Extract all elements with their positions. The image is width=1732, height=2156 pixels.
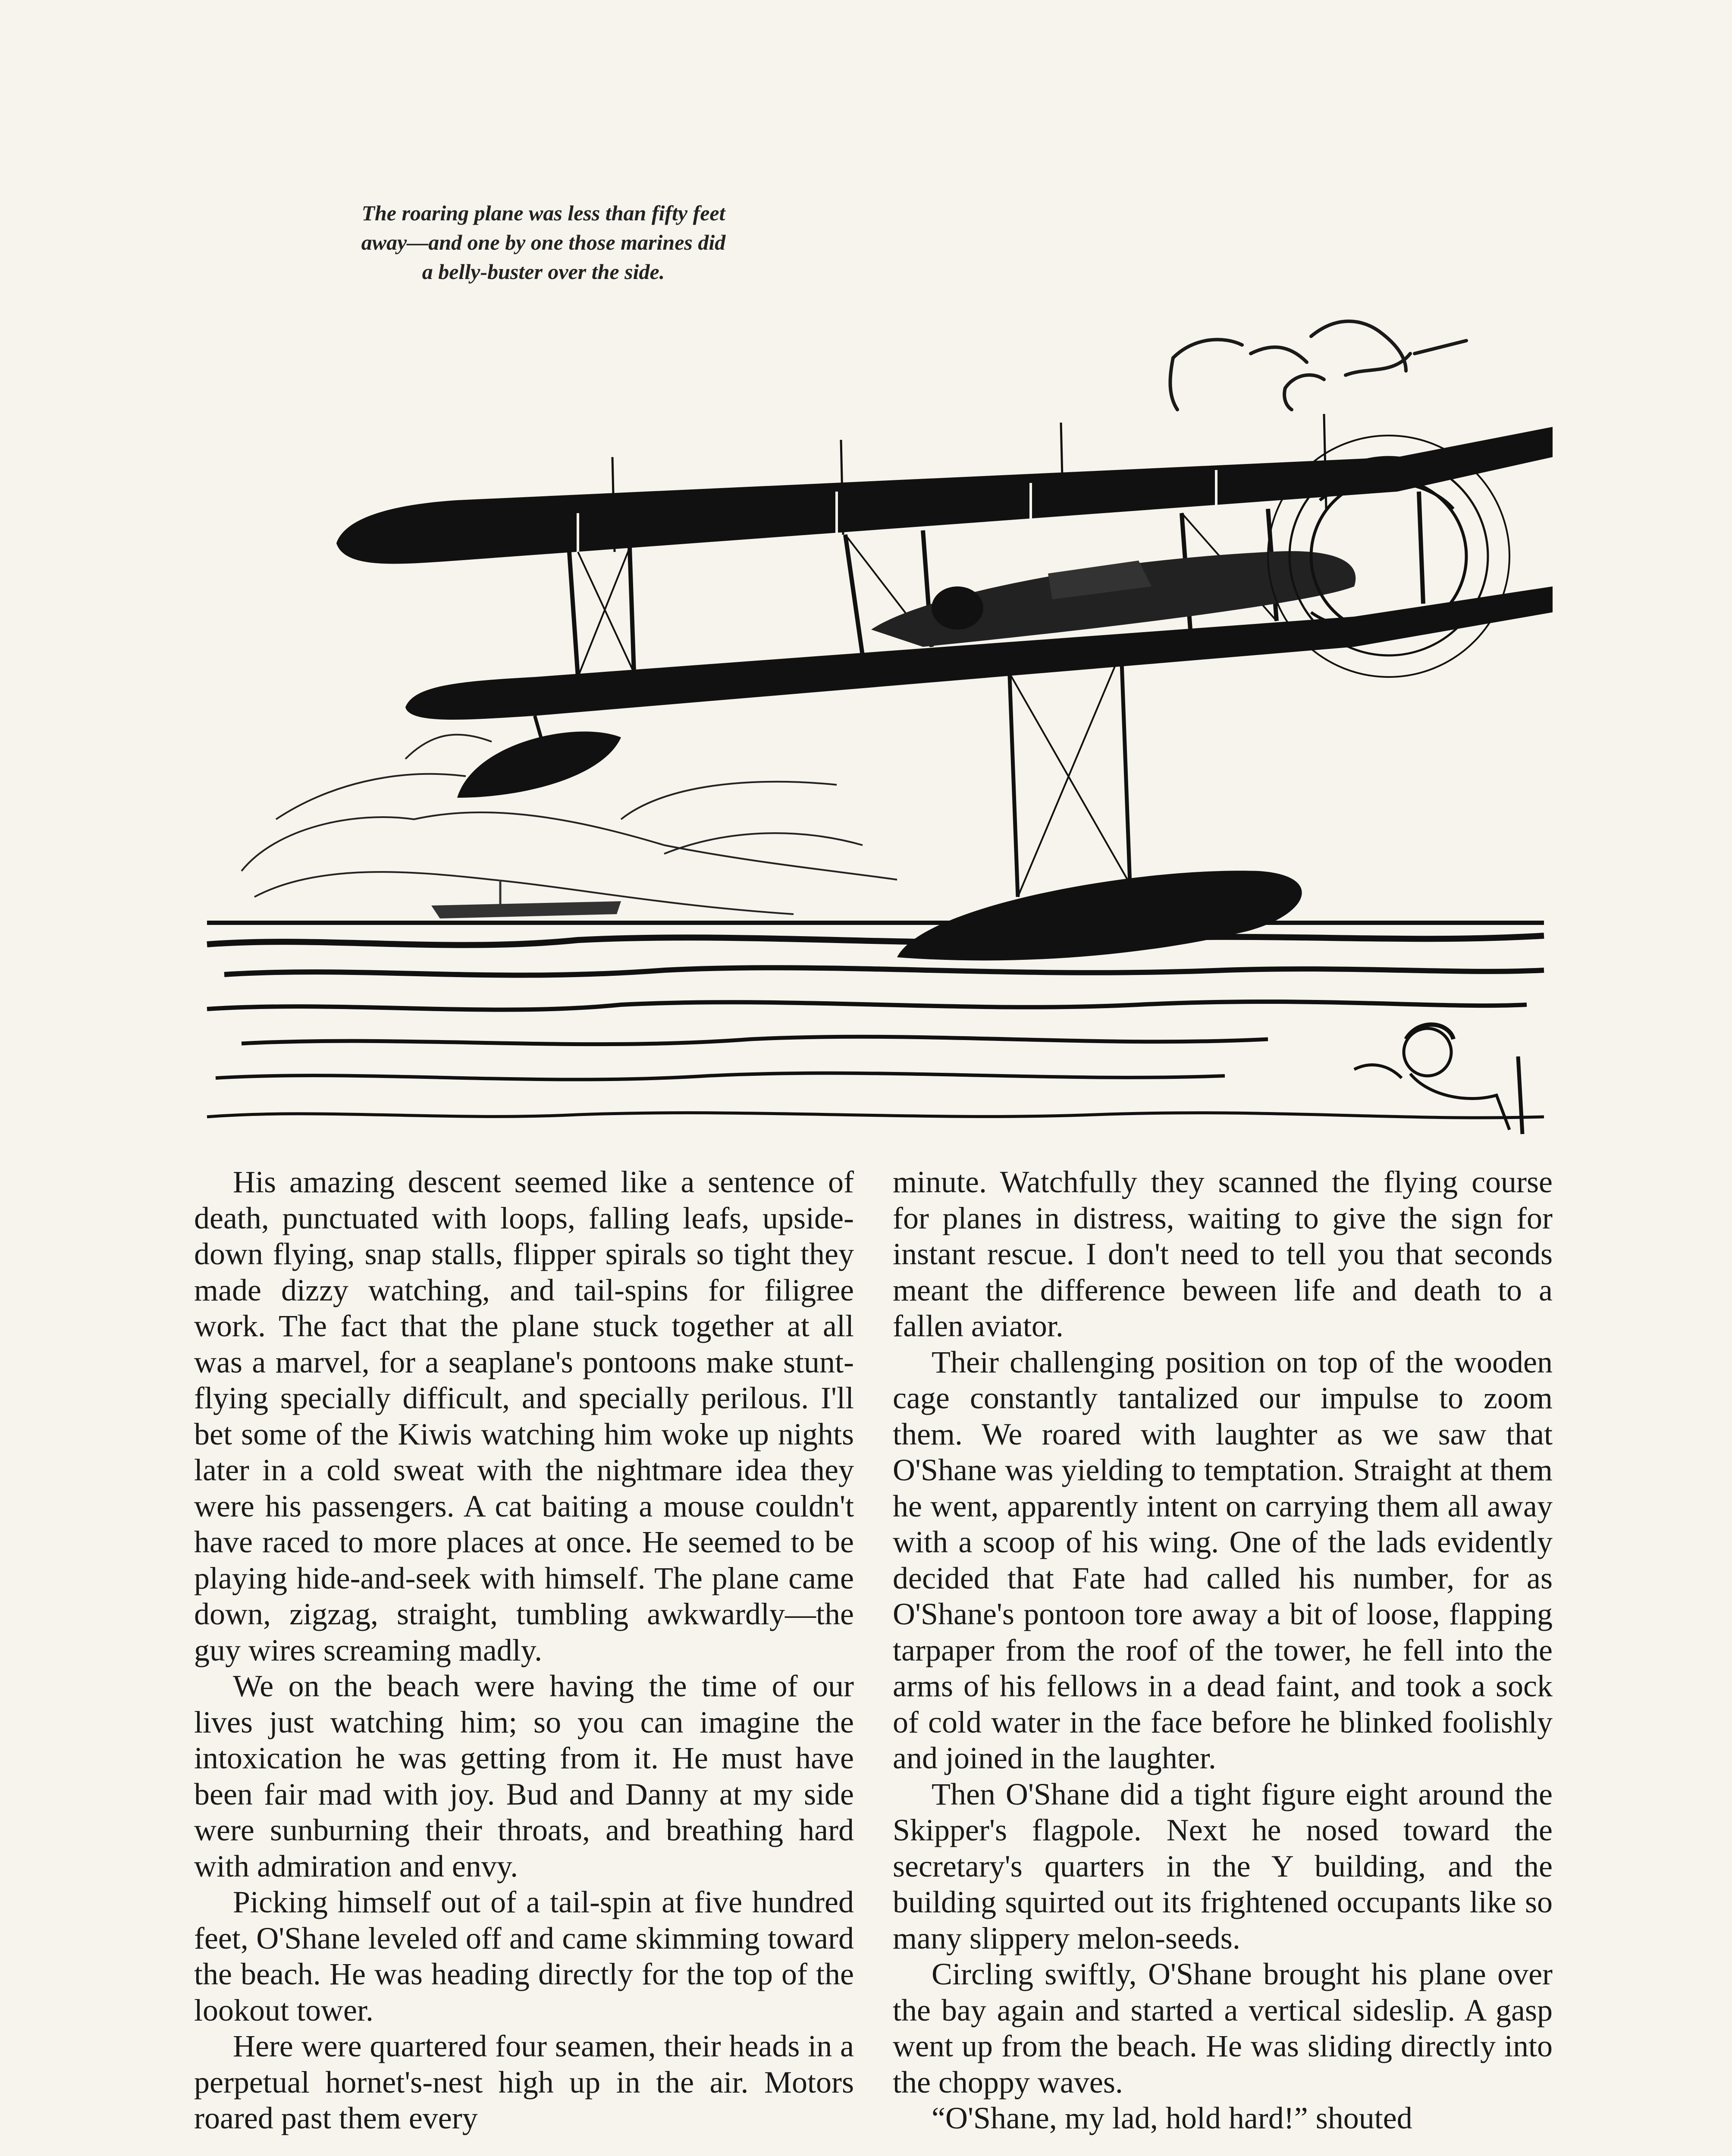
paragraph: “O'Shane, my lad, hold hard!” shouted bbox=[932, 2101, 1412, 2135]
distant-boat bbox=[431, 880, 621, 918]
paragraph: minute. Watchfully they scanned the flying course for planes in distress, waiting to give the sign for instant rescue. I don't need to tell you that seconds meant the difference beween life and death to a fallen aviator. bbox=[893, 1165, 1553, 1343]
seaplane-illustration bbox=[190, 172, 1553, 1164]
text-column-left bbox=[194, 1164, 854, 2137]
paragraph: Then O'Shane did a tight figure eight around the Skipper's flagpole. Next he nosed toward the secretary's quarters in the Y building, and the building squirted out its frightened occupants like so many slippery melon-seeds. bbox=[893, 1777, 1553, 1955]
paragraph: Circling swiftly, O'Shane brought his plane over the bay again and started a vertical sideslip. A gasp went up from the beach. He was sliding directly into the choppy waves. bbox=[893, 1957, 1553, 2100]
paragraph: His amazing descent seemed like a sentence of death, punctuated with loops, falling leafs, upside-down flying, snap stalls, flipper spirals so tight they made dizzy watching, and tail-spins for filigree work. The fact that the plane stuck together at all was a marvel, for a seaplane's pontoons make stunt-flying specially difficult, and specially perilous. I'll bet some of the Kiwis watching him woke up nights later in a cold sweat with the nightmare idea they were his passengers. A cat baiting a mouse couldn't have raced to more places at once. He seemed to be playing hide-and-seek with himself. The plane came down, zigzag, straight, tumbling awkwardly—the guy wires screaming madly. bbox=[194, 1165, 854, 1667]
text-column-right bbox=[893, 1164, 1553, 2137]
paragraph: Their challenging position on top of the wooden cage constantly tantalized our impulse to zoom them. We roared with laughter as we saw that O'Shane was yielding to temptation. Straight at them he went, apparently intent on carrying them all away with a scoop of his wing. One of the lads evidently decided that Fate had called his number, for as O'Shane's pontoon tore away a bit of loose, flapping tarpaper from the roof of the tower, he fell into the arms of his fellows in a dead faint, and took a sock of cold water in the face before he blinked foolishly and joined in the laughter. bbox=[893, 1344, 1553, 1775]
illustration-caption: The roaring plane was less than fifty feet away—and one by one those marines did a belly-buster over the side. bbox=[361, 201, 726, 284]
paragraph: Here were quartered four seamen, their heads in a perpetual hornet's-nest high up in the air. Motors roared past them every bbox=[194, 2029, 854, 2135]
paragraph: We on the beach were having the time of our lives just watching him; so you can imagine the intoxication he was getting from it. He must have been fair mad with joy. Bud and Danny at my side were sunburning their throats, and breathing hard with admiration and envy. bbox=[194, 1669, 854, 1883]
paragraph: Picking himself out of a tail-spin at five hundred feet, O'Shane leveled off and came skimming toward the beach. He was heading directly for the top of the lookout tower. bbox=[194, 1885, 854, 2028]
sea-waves bbox=[207, 923, 1544, 1118]
gulls bbox=[1170, 321, 1466, 410]
upper-wing bbox=[336, 427, 1553, 564]
